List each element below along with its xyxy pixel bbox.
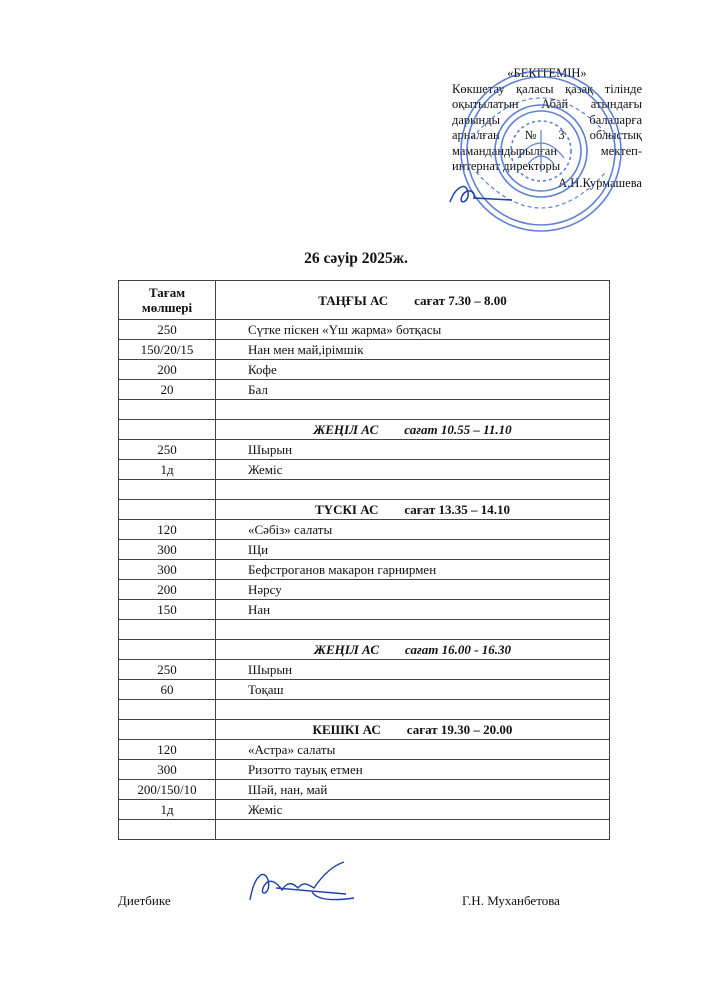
dish-name: Щи bbox=[216, 540, 610, 560]
menu-item-row bbox=[119, 440, 610, 460]
menu-item-row bbox=[119, 800, 610, 820]
meal-header bbox=[216, 500, 610, 520]
dish-name: Тоқаш bbox=[216, 680, 610, 700]
dish-name: Жеміс bbox=[216, 460, 610, 480]
empty-cell bbox=[216, 480, 610, 500]
spacer-row bbox=[119, 480, 610, 500]
menu-item-row bbox=[119, 660, 610, 680]
spacer-row bbox=[119, 700, 610, 720]
menu-item-row bbox=[119, 740, 610, 760]
dish-name: Нан мен май,ірімшік bbox=[216, 340, 610, 360]
menu-item-row bbox=[119, 380, 610, 400]
portion-size: 150 bbox=[119, 600, 216, 620]
dish-name: Нәрсу bbox=[216, 580, 610, 600]
menu-item-row bbox=[119, 520, 610, 540]
empty-cell bbox=[119, 720, 216, 740]
dish-name: Жеміс bbox=[216, 800, 610, 820]
portion-size: 200 bbox=[119, 580, 216, 600]
menu-item-row bbox=[119, 340, 610, 360]
empty-cell bbox=[119, 420, 216, 440]
meal-header-row bbox=[119, 640, 610, 660]
meal-time: сағат 16.00 - 16.30 bbox=[405, 642, 511, 657]
empty-cell bbox=[119, 480, 216, 500]
menu-date: 26 сәуір 2025ж. bbox=[304, 250, 408, 267]
menu-item-row bbox=[119, 540, 610, 560]
meal-header bbox=[216, 640, 610, 660]
dish-name: Кофе bbox=[216, 360, 610, 380]
portion-size: 250 bbox=[119, 660, 216, 680]
approval-title: «БЕКІТЕМІН» bbox=[507, 66, 587, 80]
meal-header-row bbox=[119, 420, 610, 440]
approval-block bbox=[452, 66, 642, 191]
menu-item-row bbox=[119, 600, 610, 620]
dish-name: Бал bbox=[216, 380, 610, 400]
empty-cell bbox=[119, 700, 216, 720]
meal-time: сағат 13.35 – 14.10 bbox=[404, 502, 510, 517]
meal-time: сағат 19.30 – 20.00 bbox=[406, 722, 513, 737]
approval-line: мамандандырылған мектеп- bbox=[452, 143, 642, 158]
spacer-row bbox=[119, 820, 610, 840]
director-name: А.Н.Курмашева bbox=[558, 175, 642, 190]
meal-name: ЖЕҢІЛ АС bbox=[313, 422, 379, 437]
empty-cell bbox=[216, 400, 610, 420]
spacer-row bbox=[119, 400, 610, 420]
portion-size: 300 bbox=[119, 540, 216, 560]
approval-line: оқытылатын Абай атындағы bbox=[452, 97, 642, 111]
portion-size: 250 bbox=[119, 440, 216, 460]
menu-item-row bbox=[119, 680, 610, 700]
dish-name: Сүтке піскен «Үш жарма» ботқасы bbox=[216, 320, 610, 340]
meal-header bbox=[216, 281, 610, 320]
dietitian-label: Диетбике bbox=[118, 893, 171, 908]
dish-name: Бефстроганов макарон гарнирмен bbox=[216, 560, 610, 580]
meal-time: сағат 10.55 – 11.10 bbox=[404, 422, 512, 437]
meal-header-row bbox=[119, 720, 610, 740]
menu-item-row bbox=[119, 460, 610, 480]
approval-line: дарынды балаларға bbox=[452, 112, 642, 127]
approval-line: арналған №3 облыстық bbox=[452, 128, 642, 142]
meal-header bbox=[216, 720, 610, 740]
spacer-row bbox=[119, 620, 610, 640]
portion-size: 20 bbox=[119, 380, 216, 400]
dish-name: Шырын bbox=[216, 440, 610, 460]
dietitian-signature bbox=[242, 858, 358, 910]
empty-cell bbox=[119, 620, 216, 640]
portion-size: 120 bbox=[119, 520, 216, 540]
approval-line: Көкшетау қаласы қазақ тілінде bbox=[452, 81, 642, 96]
portion-size: 1д bbox=[119, 800, 216, 820]
menu-item-row bbox=[119, 320, 610, 340]
portion-size: 300 bbox=[119, 760, 216, 780]
meal-name: ЖЕҢІЛ АС bbox=[314, 642, 380, 657]
dish-name: Шырын bbox=[216, 660, 610, 680]
dish-name: «Сәбіз» салаты bbox=[216, 520, 610, 540]
dish-name: Шәй, нан, май bbox=[216, 780, 610, 800]
meal-header-row bbox=[119, 281, 610, 320]
meal-header bbox=[216, 420, 610, 440]
portion-size: 250 bbox=[119, 320, 216, 340]
portion-size: 200 bbox=[119, 360, 216, 380]
empty-cell bbox=[119, 820, 216, 840]
meal-name: ТҮСКІ АС bbox=[315, 502, 379, 517]
portion-size: 200/150/10 bbox=[119, 780, 216, 800]
meal-name: КЕШКІ АС bbox=[312, 722, 381, 737]
empty-cell bbox=[216, 820, 610, 840]
empty-cell bbox=[119, 640, 216, 660]
empty-cell bbox=[216, 620, 610, 640]
empty-cell bbox=[119, 500, 216, 520]
menu-table bbox=[118, 280, 610, 840]
meal-name: ТАҢҒЫ АС bbox=[318, 292, 389, 308]
approval-line: интернат директоры bbox=[452, 159, 561, 173]
meal-header-row bbox=[119, 500, 610, 520]
portion-size: 120 bbox=[119, 740, 216, 760]
empty-cell bbox=[119, 400, 216, 420]
dietitian-name: Г.Н. Муханбетова bbox=[462, 893, 560, 908]
empty-cell bbox=[216, 700, 610, 720]
portion-size: 60 bbox=[119, 680, 216, 700]
menu-item-row bbox=[119, 580, 610, 600]
menu-item-row bbox=[119, 760, 610, 780]
menu-item-row bbox=[119, 360, 610, 380]
meal-time: сағат 7.30 – 8.00 bbox=[414, 292, 507, 308]
dish-name: «Астра» салаты bbox=[216, 740, 610, 760]
portion-size: 300 bbox=[119, 560, 216, 580]
dish-name: Нан bbox=[216, 600, 610, 620]
menu-item-row bbox=[119, 560, 610, 580]
dish-name: Ризотто тауық етмен bbox=[216, 760, 610, 780]
portion-size: 1д bbox=[119, 460, 216, 480]
quantity-header: Тағам мөлшері bbox=[119, 281, 216, 320]
portion-size: 150/20/15 bbox=[119, 340, 216, 360]
menu-item-row bbox=[119, 780, 610, 800]
